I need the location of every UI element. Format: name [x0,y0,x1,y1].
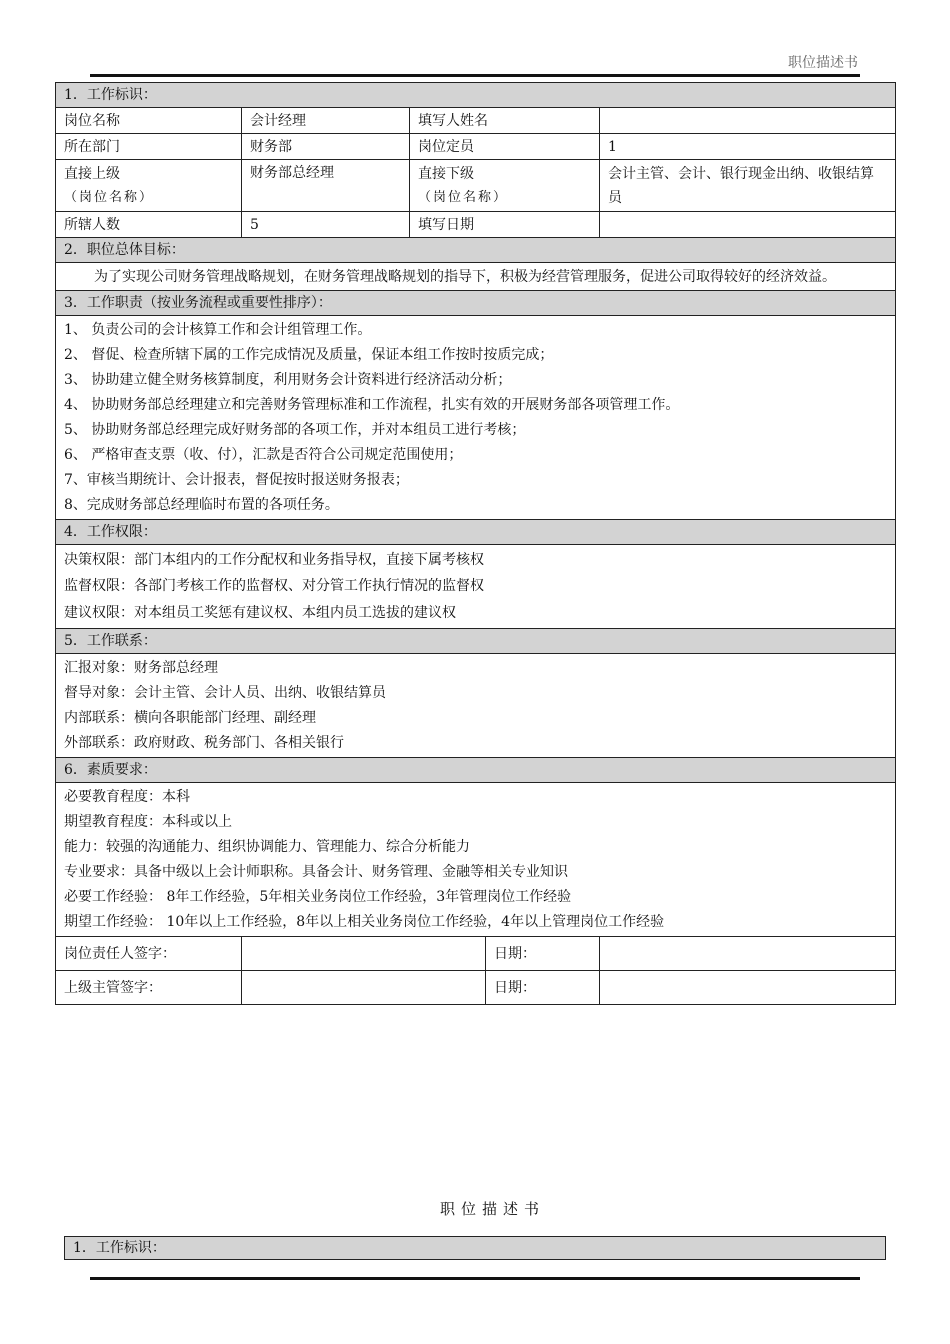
requirement-item: 专业要求：具备中级以上会计师职称。具备会计、财务管理、金融等相关专业知识 [64,864,568,880]
section-authority-title: 4．工作权限： [56,520,896,545]
authority-item: 决策权限：部门本组内的工作分配权和业务指导权，直接下属考核权 [64,552,484,568]
footer-rule [90,1277,860,1280]
goal-text: 为了实现公司财务管理战略规划，在财务管理战略规划的指导下，积极为经营管理服务，促进公司取得较好的经济效益。 [56,263,896,291]
relation-item: 内部联系：横向各职能部门经理、副经理 [64,710,316,726]
filler-name-value [600,108,896,134]
superior-sublabel: （岗位名称） [64,190,155,205]
requirement-item: 必要教育程度：本科 [64,789,190,805]
holder-signature-field[interactable] [242,937,486,971]
duty-item: 1、 负责公司的会计核算工作和会计组管理工作。 [64,322,372,338]
fill-date-label: 填写日期 [410,212,600,238]
duties-list [56,316,896,520]
department-value: 财务部 [242,134,410,160]
relations-list [56,654,896,758]
duty-item: 4、 协助财务部总经理建立和完善财务管理标准和工作流程，扎实有效的开展财务部各项管理工作。 [64,397,680,413]
duty-item: 5、 协助财务部总经理完成好财务部的各项工作，并对本组员工进行考核； [64,422,526,438]
superior-value: 财务部总经理 [242,160,410,212]
position-name-value: 会计经理 [242,108,410,134]
department-label: 所在部门 [56,134,242,160]
managed-count-label: 所辖人数 [56,212,242,238]
superior-cell [56,160,242,212]
supervisor-date-label: 日期： [486,971,600,1005]
headcount-label: 岗位定员 [410,134,600,160]
section-requirements-title: 6．素质要求： [56,758,896,783]
requirement-item: 必要工作经验： 8年工作经验，5年相关业务岗位工作经验，3年管理岗位工作经验 [64,889,572,905]
authority-item: 监督权限：各部门考核工作的监督权、对分管工作执行情况的监督权 [64,578,484,594]
fill-date-value [600,212,896,238]
subordinate-cell [410,160,600,212]
page-header-title: 职位描述书 [788,55,858,71]
page2-section-identity-title: 1．工作标识： [64,1236,886,1260]
authority-item: 建议权限：对本组员工奖惩有建议权、本组内员工选拔的建议权 [64,605,456,621]
section-duties-title: 3．工作职责（按业务流程或重要性排序）： [56,291,896,316]
duty-item: 6、 严格审查支票（收、付），汇款是否符合公司规定范围使用； [64,447,463,463]
supervisor-signature-field[interactable] [242,971,486,1005]
supervisor-signature-label: 上级主管签字： [56,971,242,1005]
subordinate-value: 会计主管、会计、银行现金出纳、收银结算员 [600,160,896,212]
holder-date-field[interactable] [600,937,896,971]
holder-signature-label: 岗位责任人签字： [56,937,242,971]
header-rule [90,74,860,77]
filler-name-label: 填写人姓名 [410,108,600,134]
job-description-table [55,82,896,1005]
authority-list [56,545,896,629]
duty-item: 2、 督促、检查所辖下属的工作完成情况及质量，保证本组工作按时按质完成； [64,347,554,363]
section-identity-title: 1．工作标识： [56,83,896,108]
holder-date-label: 日期： [486,937,600,971]
section-goal-title: 2．职位总体目标： [56,238,896,263]
page2-title: 职位描述书 [439,1200,545,1218]
superior-label: 直接上级 [64,166,120,182]
position-name-label: 岗位名称 [56,108,242,134]
duty-item: 7、审核当期统计、会计报表，督促按时报送财务报表； [64,472,409,488]
requirement-item: 能力：较强的沟通能力、组织协调能力、管理能力、综合分析能力 [64,839,470,855]
headcount-value: 1 [600,134,896,160]
relation-item: 汇报对象：财务部总经理 [64,660,218,676]
requirements-list [56,783,896,937]
relation-item: 外部联系：政府财政、税务部门、各相关银行 [64,735,344,751]
duty-item: 3、 协助建立健全财务核算制度，利用财务会计资料进行经济活动分析； [64,372,512,388]
subordinate-sublabel: （岗位名称） [418,190,509,205]
section-relations-title: 5．工作联系： [56,629,896,654]
supervisor-date-field[interactable] [600,971,896,1005]
duty-item: 8、完成财务部总经理临时布置的各项任务。 [64,497,339,513]
managed-count-value: 5 [242,212,410,238]
requirement-item: 期望工作经验： 10年以上工作经验，8年以上相关业务岗位工作经验，4年以上管理岗位工作经验 [64,914,665,930]
subordinate-label: 直接下级 [418,166,474,182]
relation-item: 督导对象：会计主管、会计人员、出纳、收银结算员 [64,685,386,701]
requirement-item: 期望教育程度：本科或以上 [64,814,232,830]
